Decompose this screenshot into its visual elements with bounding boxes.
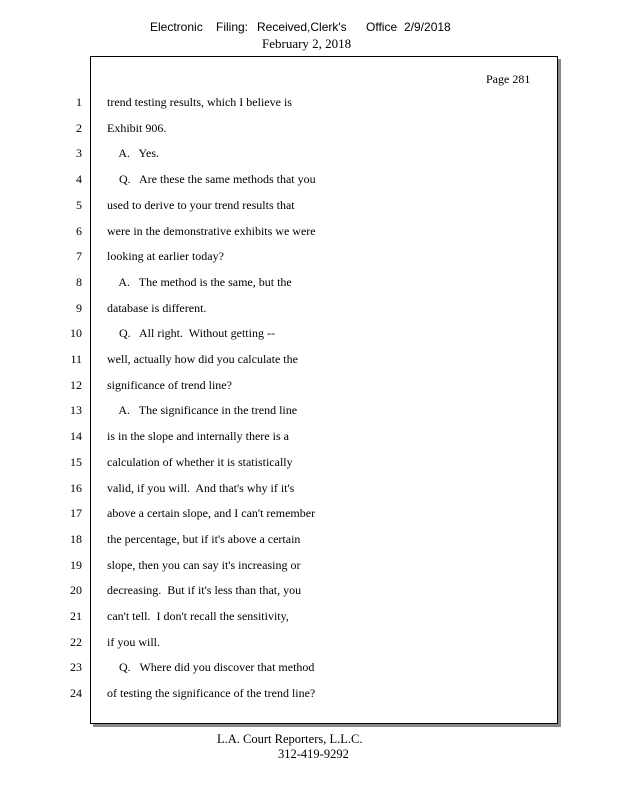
line-number: 22: [70, 634, 82, 649]
line-text: is in the slope and internally there is a: [107, 429, 289, 444]
line-number: 14: [70, 429, 82, 444]
line-text: A. The significance in the trend line: [107, 403, 298, 418]
filing-word-filing: Filing:: [216, 20, 249, 34]
line-text: trend testing results, which I believe is: [107, 95, 292, 109]
line-text: A. Yes.: [107, 146, 160, 161]
line-text: Exhibit 906.: [107, 120, 167, 135]
line-number: 24: [70, 686, 82, 701]
line-number: 7: [76, 249, 82, 264]
line-number: 6: [76, 223, 82, 238]
line-number: 1: [76, 95, 82, 109]
footer-company: L.A. Court Reporters, L.L.C.: [217, 732, 363, 746]
line-number: 9: [76, 300, 82, 315]
line-number: 23: [70, 660, 82, 675]
line-number: 17: [70, 506, 82, 521]
transcript-date: February 2, 2018: [262, 36, 352, 51]
line-text: A. The method is the same, but the: [107, 274, 292, 289]
line-text: significance of trend line?: [107, 377, 232, 392]
line-text: valid, if you will. And that's why if it's: [107, 480, 295, 495]
line-number: 10: [70, 326, 82, 341]
filing-word-electronic: Electronic: [150, 20, 203, 34]
line-number: 5: [76, 197, 82, 212]
line-number: 3: [76, 146, 82, 161]
line-text: Q. Where did you discover that method: [107, 660, 315, 675]
line-number: 4: [76, 172, 82, 187]
line-number: 19: [70, 557, 82, 572]
line-number: 16: [70, 480, 82, 495]
filing-word-received: Received,Clerk's: [257, 20, 347, 34]
line-number: 15: [70, 454, 82, 469]
filing-word-office: Office: [366, 20, 398, 34]
page-number: Page 281: [486, 72, 531, 86]
line-number: 11: [70, 352, 82, 366]
line-text: slope, then you can say it's increasing or: [107, 557, 301, 572]
line-number: 8: [76, 274, 82, 289]
line-text: well, actually how did you calculate the: [107, 352, 298, 366]
line-number: 18: [70, 531, 82, 546]
line-number: 2: [76, 120, 82, 135]
line-text: above a certain slope, and I can't remember: [107, 506, 316, 521]
filing-date: 2/9/2018: [404, 20, 451, 34]
line-number: 13: [70, 403, 82, 418]
line-number: 12: [70, 377, 82, 392]
line-text: database is different.: [107, 300, 207, 315]
line-text: looking at earlier today?: [107, 249, 224, 264]
line-text: were in the demonstrative exhibits we were: [107, 223, 316, 238]
line-number: 21: [70, 609, 82, 623]
line-text: Q. All right. Without getting --: [107, 326, 275, 341]
line-text: decreasing. But if it's less than that, you: [107, 583, 302, 598]
line-text: can't tell. I don't recall the sensitivity,: [107, 609, 289, 623]
line-text: used to derive to your trend results that: [107, 197, 295, 212]
line-text: calculation of whether it is statistically: [107, 454, 293, 469]
line-text: of testing the significance of the trend line?: [107, 686, 316, 701]
line-text: the percentage, but if it's above a certain: [107, 531, 301, 546]
line-number: 20: [70, 583, 82, 598]
footer-phone: 312-419-9292: [278, 747, 349, 761]
line-text: if you will.: [107, 634, 160, 649]
line-text: Q. Are these the same methods that you: [107, 172, 316, 187]
